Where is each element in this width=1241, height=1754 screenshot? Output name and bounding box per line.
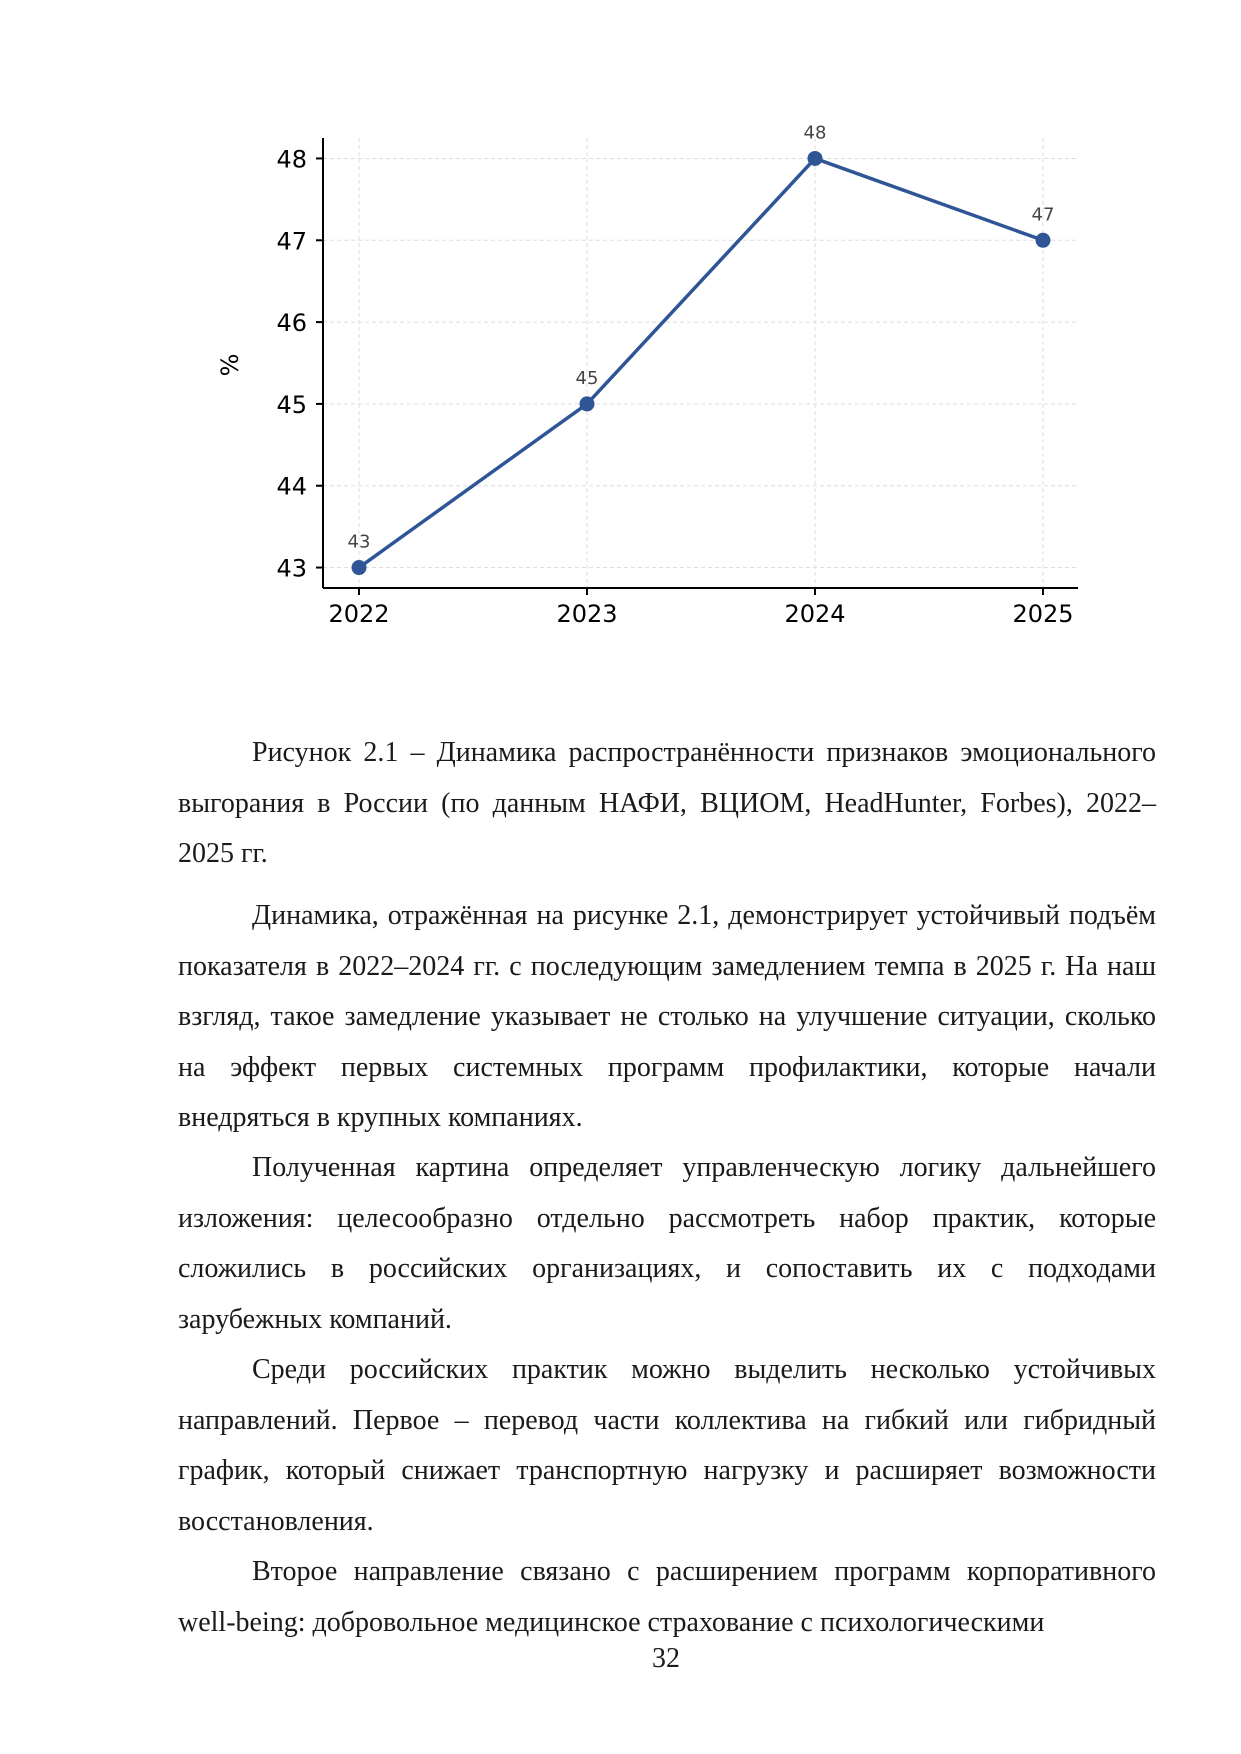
y-tick-label: 44 bbox=[276, 472, 307, 501]
data-point bbox=[352, 560, 367, 575]
paragraph-1: Динамика, отражённая на рисунке 2.1, демонстрирует устойчивый подъём показателя в 2022–2024 гг. с последующим замедлением темпа в 2025 г. На наш взгляд, такое замедление указывает не столько на улучшение ситуации, сколько на эффект первых системных программ профилактики, которые начали внедряться в крупных компаниях. bbox=[178, 900, 1156, 1133]
x-tick-label: 2022 bbox=[328, 600, 390, 628]
burnout-line-chart bbox=[200, 120, 1100, 720]
x-axis-ticks bbox=[328, 588, 1073, 628]
data-point bbox=[1036, 233, 1051, 248]
figure-caption: Рисунок 2.1 – Динамика распространённости признаков эмоционального выгорания в России (по данным НАФИ, ВЦИОМ, HeadHunter, Forbes), 2022–2025 гг. bbox=[178, 737, 1156, 869]
page-number: 32 bbox=[652, 1643, 680, 1674]
data-label: 43 bbox=[347, 531, 371, 553]
series-line bbox=[359, 158, 1043, 567]
paragraph-4: Второе направление связано с расширением программ корпоративного well-being: добровольное медицинское страхование с психологическими bbox=[178, 1556, 1156, 1638]
y-tick-label: 47 bbox=[276, 227, 307, 256]
data-label: 48 bbox=[803, 122, 827, 144]
y-axis-ticks bbox=[276, 145, 323, 582]
y-axis-label: % bbox=[216, 353, 244, 377]
y-tick-label: 43 bbox=[276, 554, 307, 583]
x-tick-label: 2025 bbox=[1012, 600, 1074, 628]
y-tick-label: 45 bbox=[276, 390, 307, 419]
y-tick-label: 46 bbox=[276, 309, 307, 338]
x-tick-label: 2024 bbox=[784, 600, 846, 628]
x-tick-label: 2023 bbox=[556, 600, 618, 628]
paragraph-3: Среди российских практик можно выделить несколько устойчивых направлений. Первое – перевод части коллектива на гибкий или гибридный график, который снижает транспортную нагрузку и расширяет возможности восстановления. bbox=[178, 1354, 1156, 1537]
data-labels bbox=[348, 122, 1055, 552]
data-points bbox=[352, 151, 1051, 575]
data-point bbox=[808, 151, 823, 166]
data-point bbox=[580, 396, 595, 411]
chart-grid bbox=[323, 138, 1078, 588]
paragraph-2: Полученная картина определяет управленческую логику дальнейшего изложения: целесообразно отдельно рассмотреть набор практик, которые сложились в российских организациях, и сопоставить их с подходами зарубежных компаний. bbox=[178, 1152, 1156, 1335]
data-label: 47 bbox=[1031, 204, 1055, 226]
y-tick-label: 48 bbox=[276, 145, 307, 174]
data-label: 45 bbox=[575, 367, 599, 389]
